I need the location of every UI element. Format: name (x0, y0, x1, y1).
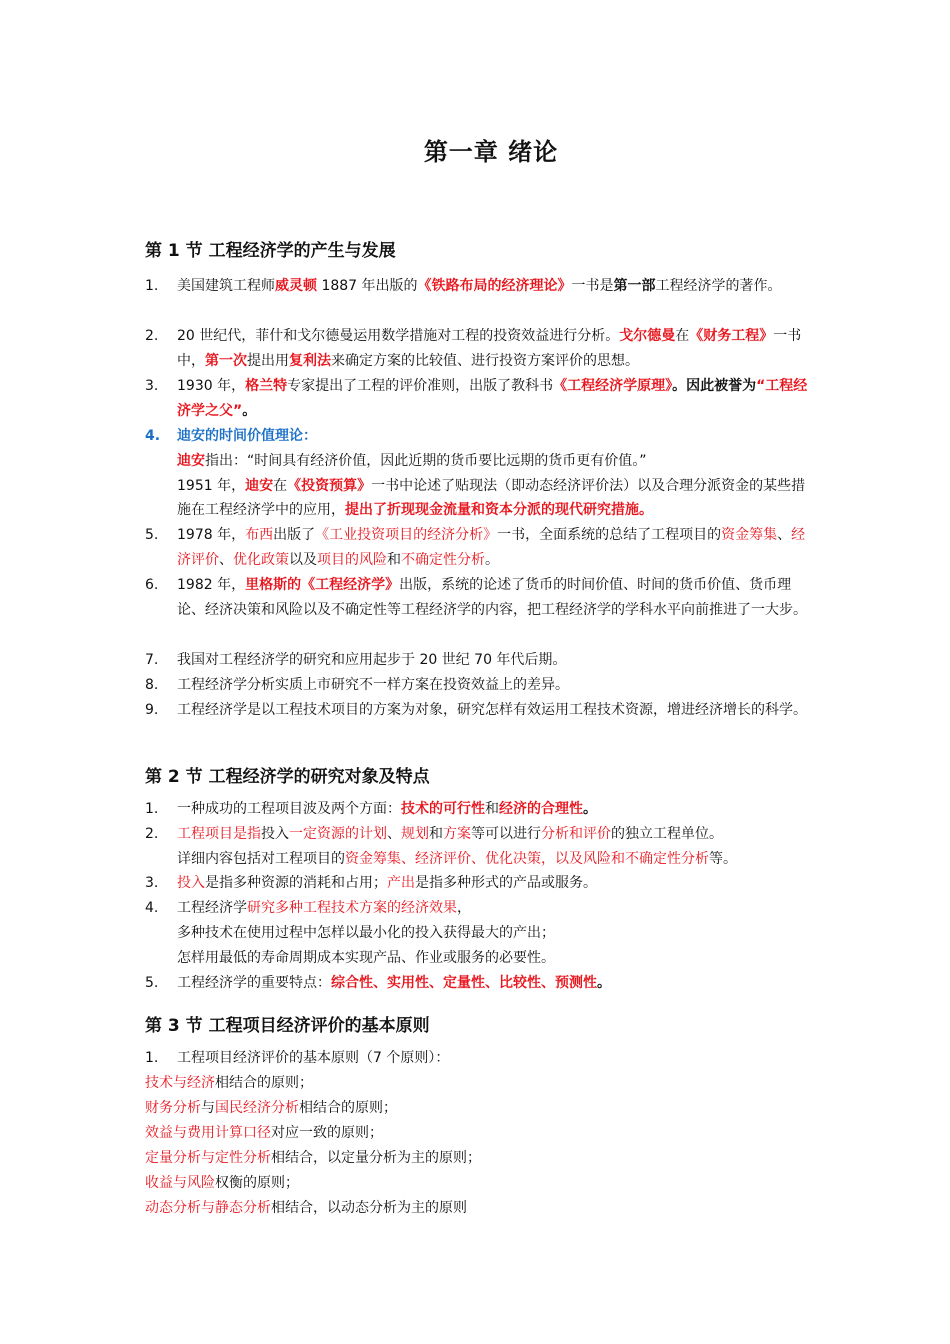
bold-run: 。因此被誉为 (672, 378, 757, 394)
section-2-title: 第 2 节 工程经济学的研究对象及特点 (145, 767, 430, 787)
text-run: 提出用 (247, 352, 289, 369)
highlight-run: 研究多种工程技术方案的经济效果 (247, 900, 457, 916)
text-run: 1982 年， (177, 577, 246, 593)
text-line (177, 822, 815, 847)
highlight-run: 《工业投资项目的经济分析》 (315, 527, 498, 543)
subheading: 迪安的时间价值理论： (177, 428, 317, 444)
list-number: 9. (145, 702, 159, 718)
list-text: 我国对工程经济学的研究和应用起步于 20 世纪 70 年代后期。 (177, 652, 567, 668)
list-text (177, 424, 815, 523)
list-number: 2. (145, 328, 159, 344)
highlight-run: 动态分析与静态分析 (145, 1200, 271, 1216)
list-text (177, 523, 815, 573)
list-number: 3. (145, 378, 159, 394)
text-run: 一书中论述了贴现法（即动态经济评价法）以及合理分派资金的某些措施在工程经济学中的应用， (177, 477, 806, 519)
highlight-run: 投入 (177, 875, 205, 891)
text-run: 是指多种形式的产品或服务。 (415, 875, 597, 891)
text-run: 的独立工程单位。 (611, 826, 723, 842)
text-run: 指出：“时间具有经济价值，因此近期的货币要比远期的货币更有价值。” (205, 452, 647, 469)
text-run: ， (457, 900, 471, 916)
list-item (145, 523, 815, 573)
text-run: 。 (485, 551, 499, 568)
highlight-run: 《铁路布局的经济理论》 (417, 278, 572, 294)
principle-line (145, 1096, 815, 1121)
list-item (145, 573, 815, 623)
text-line: 怎样用最低的寿命周期成本实现产品、作业或服务的必要性。 (177, 949, 555, 966)
highlight-run: 经济评价 (177, 527, 806, 568)
list-number: 1. (145, 278, 159, 294)
text-run: 对应一致的原则； (271, 1125, 383, 1141)
text-run: 、 (387, 826, 401, 842)
highlight-run: 资金筹集 (721, 527, 778, 543)
highlight-run: 技术与经济 (145, 1075, 215, 1091)
text-run: 、 (777, 527, 792, 543)
list-item (145, 896, 815, 970)
highlight-run: 定量分析与定性分析 (145, 1150, 271, 1166)
text-run: 一书，全面系统的总结了工程项目的 (497, 527, 722, 543)
text-run: 1887 年出版的 (317, 278, 418, 294)
list-number: 1. (145, 801, 159, 817)
highlight-run: 复利法 (289, 352, 331, 369)
highlight-run: 布西 (245, 527, 274, 543)
text-run: 、 (219, 551, 233, 568)
highlight-run: 戈尔德曼 (619, 328, 676, 344)
text-run: 详细内容包括对工程项目的 (177, 850, 345, 867)
text-run: 出版，系统的论述了货币的时间价值、时间的货币价值、货币理论、经济决策和风险以及不确定性等工程经济学的内容，把工程经济学的学科水平向前推进了一大步。 (177, 577, 807, 618)
highlight-run: 不确定性分析 (401, 551, 485, 568)
text-run: 工程经济学的著作。 (655, 278, 782, 294)
list-item (145, 374, 815, 424)
text-run: 投入 (261, 826, 289, 842)
list-text (177, 971, 815, 996)
text-run: 工程经济学 (177, 900, 247, 916)
highlight-run: 里格斯的《工程经济学》 (245, 577, 400, 593)
list-text (177, 324, 815, 374)
highlight-run: 方案 (443, 826, 471, 842)
list-text: 工程项目经济评价的基本原则（7 个原则）： (177, 1050, 450, 1066)
text-run: 1978 年， (177, 527, 246, 543)
text-run: 是指多种资源的消耗和占用； (205, 875, 387, 891)
highlight-run: 格兰特 (245, 378, 288, 394)
bold-run: 第一部 (613, 278, 656, 294)
highlight-run: 综合性、实用性、定量性、比较性、预测性 (331, 975, 597, 991)
text-run: 以及 (289, 551, 317, 568)
text-line (177, 449, 815, 474)
section-3-title: 第 3 节 工程项目经济评价的基本原则 (145, 1016, 430, 1036)
list-text (177, 822, 815, 872)
highlight-run: 效益与费用计算口径 (145, 1125, 271, 1141)
list-text (177, 573, 815, 623)
text-run: 在 (675, 328, 690, 344)
list-number: 7. (145, 652, 159, 668)
text-run: 1930 年， (177, 378, 246, 394)
highlight-run: 优化政策 (233, 551, 289, 568)
highlight-run: 第一次 (205, 352, 247, 369)
highlight-run: 项目的风险 (317, 551, 387, 568)
text-run: 等。 (709, 850, 737, 867)
text-run: 与 (201, 1100, 215, 1116)
list-item (145, 1046, 815, 1071)
list-text: 工程经济学分析实质上市研究不一样方案在投资效益上的差异。 (177, 677, 569, 693)
text-line (177, 896, 815, 921)
list-item (145, 274, 815, 299)
highlight-run: 《工程经济学原理》 (553, 378, 673, 394)
text-run: 来确定方案的比较值、进行投资方案评价的思想。 (331, 352, 639, 369)
highlight-run: 国民经济分析 (215, 1100, 299, 1116)
text-run: 1951 年， (177, 477, 246, 494)
principle-line (145, 1071, 815, 1096)
highlight-run: 迪安 (245, 477, 274, 494)
principle-line (145, 1121, 815, 1146)
text-run: 美国建筑工程师 (177, 278, 275, 294)
text-run: 相结合的原则； (299, 1100, 397, 1116)
chapter-title: 第一章 绪论 (423, 138, 559, 166)
highlight-run: 工程项目是指 (177, 826, 261, 842)
list-number: 1. (145, 1050, 159, 1066)
highlight-run: 分析和评价 (541, 826, 611, 842)
text-run: 20 世纪代，菲什和戈尔德曼运用数学措施对工程的投资效益进行分析。 (177, 328, 620, 344)
list-item (145, 822, 815, 872)
highlight-run: 提出了折现现金流量和资本分派的现代研究措施。 (345, 502, 653, 519)
list-item (145, 324, 815, 374)
highlight-run: 迪安 (177, 452, 205, 469)
list-item (145, 698, 815, 723)
list-number: 5. (145, 975, 159, 991)
list-text (177, 896, 815, 970)
text-run: 和 (485, 801, 499, 817)
list-item (145, 871, 815, 896)
bold-run: 。 (583, 801, 597, 817)
bold-run: 。 (242, 402, 257, 419)
list-text (177, 274, 815, 299)
highlight-run: 财务分析 (145, 1100, 201, 1116)
principle-line (145, 1196, 815, 1221)
text-run: 和 (429, 826, 443, 842)
highlight-run: “工程经济学之父” (177, 378, 808, 419)
list-item (145, 424, 815, 523)
list-number: 8. (145, 677, 159, 693)
list-item (145, 971, 815, 996)
bold-run: 。 (597, 975, 611, 991)
text-run: 相结合的原则； (215, 1075, 313, 1091)
text-run: 工程经济学的重要特点： (177, 975, 331, 991)
text-line (177, 847, 815, 872)
section-1-title: 第 1 节 工程经济学的产生与发展 (145, 241, 396, 261)
highlight-run: 规划 (401, 826, 429, 842)
text-run: 出版了 (273, 527, 316, 543)
highlight-run: 经济的合理性 (499, 801, 583, 817)
list-text: 工程经济学是以工程技术项目的方案为对象，研究怎样有效运用工程技术资源，增进经济增长的科学。 (177, 702, 807, 718)
highlight-run: 《财务工程》 (689, 328, 774, 344)
text-run: 一书中， (177, 328, 802, 369)
list-number: 2. (145, 826, 159, 842)
list-item (145, 797, 815, 822)
highlight-run: 收益与风险 (145, 1175, 215, 1191)
principle-line (145, 1146, 815, 1171)
highlight-run: 资金筹集、经济评价、优化决策，以及风险和不确定性分析 (345, 850, 709, 867)
list-number: 5. (145, 527, 159, 543)
list-item (145, 673, 815, 698)
list-number: 4. (145, 900, 159, 916)
text-run: 在 (273, 477, 288, 494)
highlight-run: 一定资源的计划 (289, 826, 387, 842)
list-text (177, 797, 815, 822)
text-line (177, 474, 815, 524)
highlight-run: 威灵顿 (275, 278, 317, 294)
highlight-run: 《投资预算》 (287, 477, 372, 494)
text-run: 相结合，以定量分析为主的原则； (271, 1150, 481, 1166)
text-run: 权衡的原则； (215, 1175, 299, 1191)
text-run: 一种成功的工程项目波及两个方面： (177, 801, 401, 817)
list-item (145, 648, 815, 673)
text-run: 一书是 (571, 278, 614, 294)
text-run: 相结合，以动态分析为主的原则 (271, 1200, 467, 1216)
principle-line (145, 1171, 815, 1196)
highlight-run: 技术的可行性 (401, 801, 485, 817)
highlight-run: 产出 (387, 875, 415, 891)
list-number: 6. (145, 577, 159, 593)
list-number: 3. (145, 875, 159, 891)
text-run: 专家提出了工程的评价准则，出版了教科书 (287, 378, 554, 394)
text-run: 等可以进行 (471, 826, 541, 842)
text-run: 和 (387, 551, 401, 568)
list-number: 4. (145, 428, 161, 444)
text-line: 多种技术在使用过程中怎样以最小化的投入获得最大的产出； (177, 924, 555, 941)
list-text (177, 871, 815, 896)
list-text (177, 374, 815, 424)
